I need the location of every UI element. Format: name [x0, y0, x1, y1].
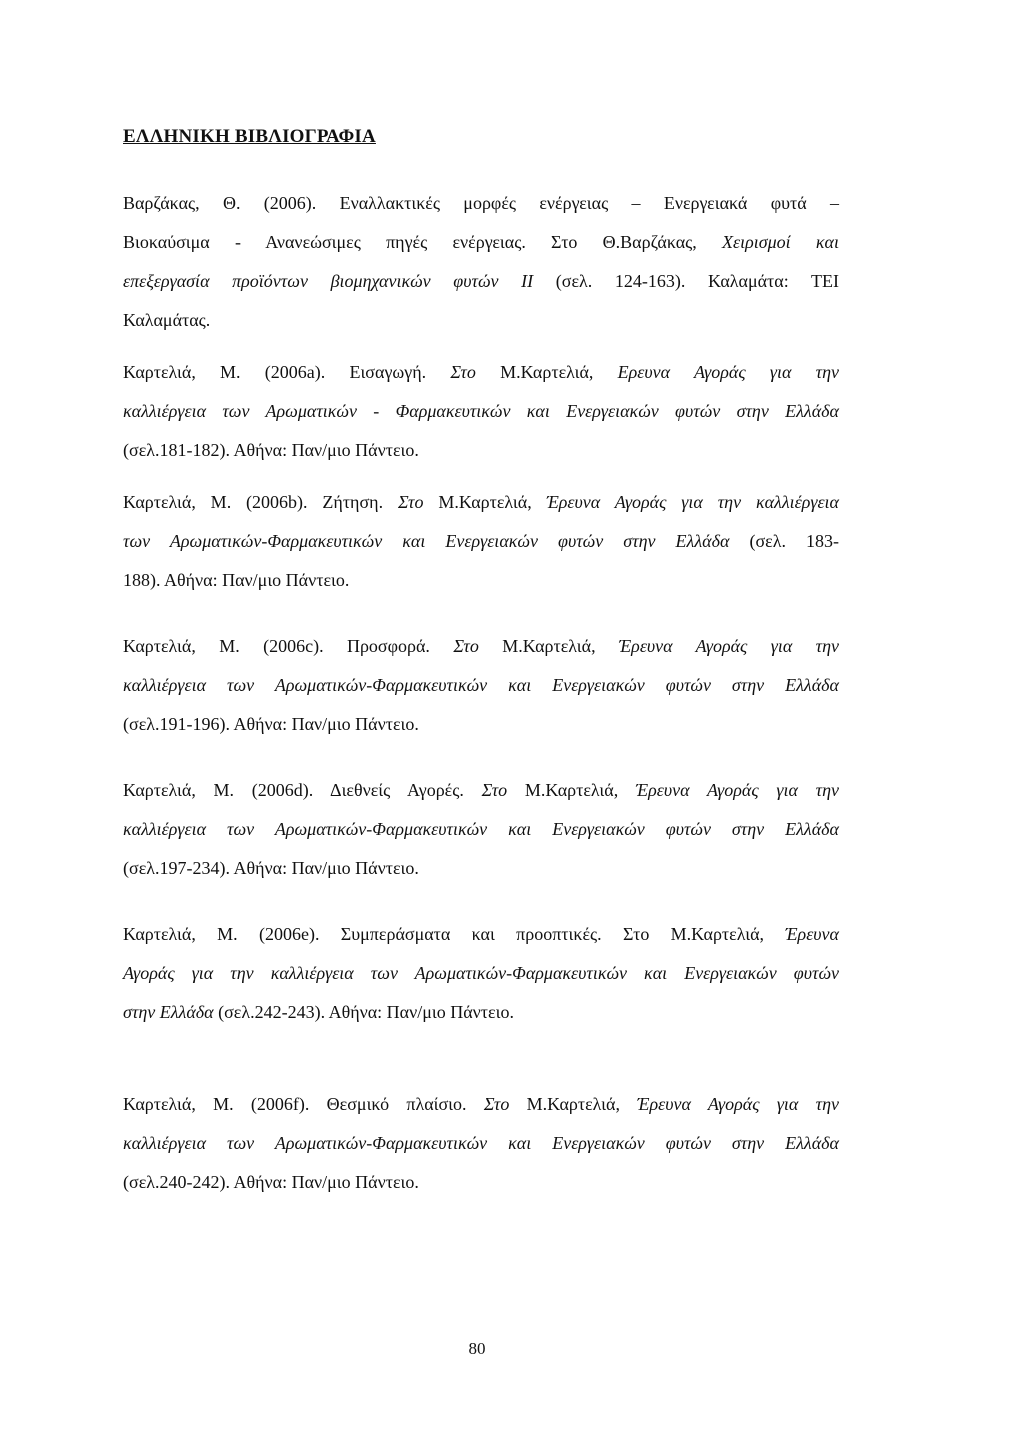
italic-text: επεξεργασία προϊόντων βιομηχανικών φυτών ΙΙ — [123, 271, 534, 291]
reference-line — [123, 705, 839, 744]
reference-line — [123, 627, 839, 666]
reference-text: (σελ.240-242). Αθήνα: Παν/μιο Πάντειο. — [123, 1172, 419, 1192]
reference-entry — [123, 915, 839, 1032]
reference-text: (σελ. 183- — [729, 531, 839, 551]
italic-text: Χειρισμοί και — [722, 232, 839, 252]
reference-text: Μ.Καρτελιά, — [475, 362, 618, 382]
reference-line — [123, 915, 839, 954]
reference-line — [123, 561, 839, 600]
reference-line — [123, 522, 839, 561]
italic-text: Στο — [450, 362, 476, 382]
reference-line — [123, 483, 839, 522]
reference-text: Καρτελιά, Μ. (2006e). Συμπεράσματα και προοπτικές. Στο Μ.Καρτελιά, — [123, 924, 786, 944]
reference-text: (σελ. 124-163). Καλαμάτα: ΤΕΙ — [533, 271, 839, 291]
section-heading: ΕΛΛΗΝΙΚΗ ΒΙΒΛΙΟΓΡΑΦΙΑ — [123, 126, 376, 147]
reference-text: Βαρζάκας, Θ. (2006). Εναλλακτικές μορφές ενέργειας – Ενεργειακά φυτά – — [123, 193, 839, 213]
reference-text: (σελ.197-234). Αθήνα: Παν/μιο Πάντειο. — [123, 858, 419, 878]
reference-text: Βιοκαύσιμα - Ανανεώσιμες πηγές ενέργειας. Στο Θ.Βαρζάκας, — [123, 232, 723, 252]
italic-text: στην Ελλάδα — [123, 1002, 214, 1022]
italic-text: καλλιέργεια των Αρωματικών-Φαρμακευτικών και Ενεργειακών φυτών στην Ελλάδα — [123, 675, 839, 695]
reference-text: Μ.Καρτελιά, — [478, 636, 619, 656]
italic-text: Στο — [481, 780, 508, 800]
reference-entry — [123, 627, 839, 744]
italic-text: Έρευνα — [785, 924, 839, 944]
italic-text: Έρευνα Αγοράς για την — [637, 1094, 840, 1114]
reference-line — [123, 993, 839, 1032]
italic-text: καλλιέργεια των Αρωματικών-Φαρμακευτικών και Ενεργειακών φυτών στην Ελλάδα — [123, 819, 839, 839]
reference-line — [123, 184, 839, 223]
reference-line — [123, 301, 839, 340]
italic-text: Στο — [397, 492, 424, 512]
reference-line — [123, 353, 839, 392]
italic-text: Αγοράς για την καλλιέργεια των Αρωματικών-Φαρμακευτικών και Ενεργειακών φυτών — [123, 963, 839, 983]
italic-text: Ερευνα Αγοράς για την — [617, 362, 839, 382]
reference-line — [123, 810, 839, 849]
reference-entry — [123, 184, 839, 340]
reference-line — [123, 1085, 839, 1124]
reference-entry — [123, 771, 839, 888]
reference-text: Μ.Καρτελιά, — [507, 780, 636, 800]
reference-line — [123, 1124, 839, 1163]
reference-text: 188). Αθήνα: Παν/μιο Πάντειο. — [123, 570, 350, 590]
reference-line — [123, 771, 839, 810]
reference-text: Καρτελιά, Μ. (2006d). Διεθνείς Αγορές. — [123, 780, 482, 800]
reference-line — [123, 262, 839, 301]
reference-entry — [123, 483, 839, 600]
reference-text: (σελ.191-196). Αθήνα: Παν/μιο Πάντειο. — [123, 714, 419, 734]
reference-text: (σελ.181-182). Αθήνα: Παν/μιο Πάντειο. — [123, 440, 419, 460]
reference-entry — [123, 353, 839, 470]
reference-line — [123, 431, 839, 470]
reference-text: (σελ.242-243). Αθήνα: Παν/μιο Πάντειο. — [213, 1002, 514, 1022]
reference-text: Καρτελιά, Μ. (2006b). Ζήτηση. — [123, 492, 398, 512]
reference-text: Καρτελιά, Μ. (2006f). Θεσμικό πλαίσιο. — [123, 1094, 484, 1114]
italic-text: καλλιέργεια των Αρωματικών-Φαρμακευτικών και Ενεργειακών φυτών στην Ελλάδα — [123, 1133, 839, 1153]
reference-text: Καλαμάτας. — [123, 310, 211, 330]
reference-text: Μ.Καρτελιά, — [509, 1094, 638, 1114]
page-number: 80 — [468, 1339, 486, 1358]
reference-text: Καρτελιά, Μ. (2006c). Προσφορά. — [123, 636, 454, 656]
reference-line — [123, 223, 839, 262]
reference-text: Μ.Καρτελιά, — [423, 492, 547, 512]
italic-text: καλλιέργεια των Αρωματικών - Φαρμακευτικών και Ενεργειακών φυτών στην Ελλάδα — [123, 401, 839, 421]
italic-text: Στο — [483, 1094, 510, 1114]
italic-text: Έρευνα Αγοράς για την — [635, 780, 840, 800]
reference-text: Καρτελιά, Μ. (2006a). Εισαγωγή. — [123, 362, 451, 382]
italic-text: Έρευνα Αγοράς για την — [618, 636, 840, 656]
reference-entry — [123, 1085, 839, 1202]
reference-line — [123, 1163, 839, 1202]
reference-line — [123, 666, 839, 705]
reference-line — [123, 849, 839, 888]
reference-line — [123, 392, 839, 431]
italic-text: των Αρωματικών-Φαρμακευτικών και Ενεργειακών φυτών στην Ελλάδα — [123, 531, 730, 551]
italic-text: Στο — [453, 636, 479, 656]
italic-text: Έρευνα Αγοράς για την καλλιέργεια — [546, 492, 839, 512]
reference-line — [123, 954, 839, 993]
